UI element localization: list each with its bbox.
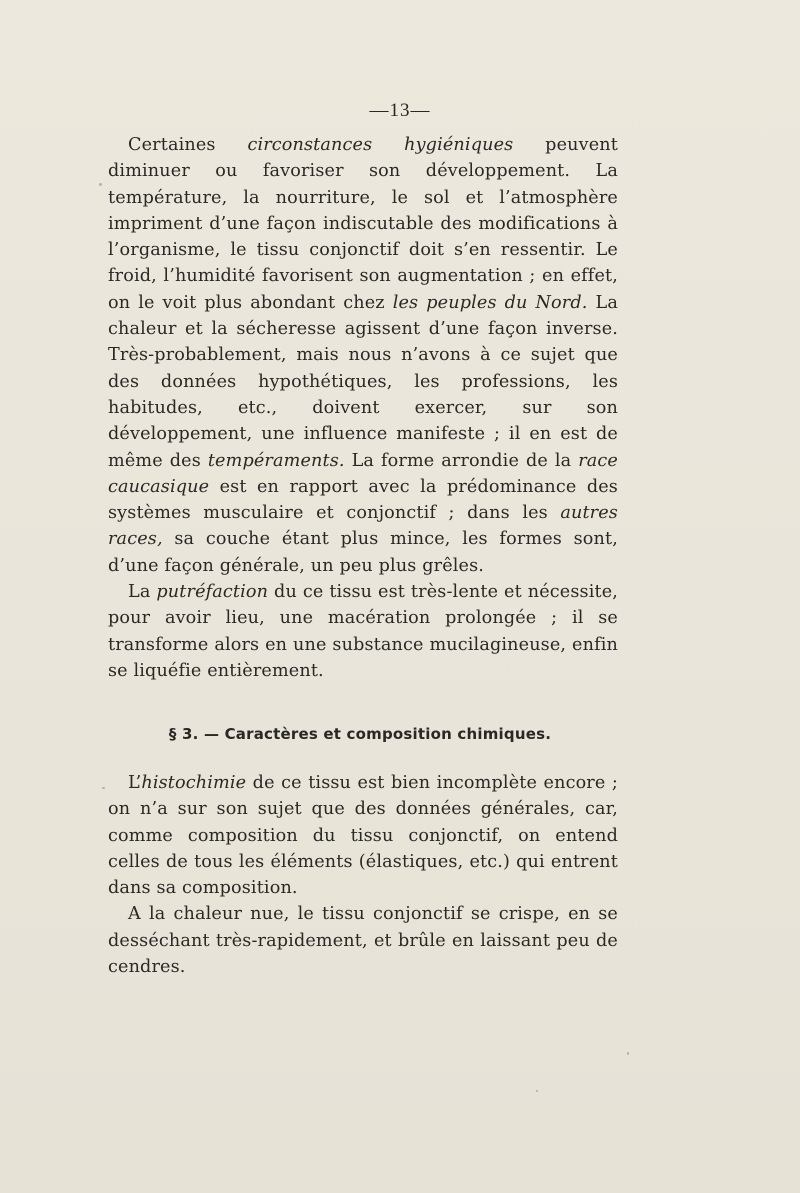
paragraph-putrefaction — [108, 579, 618, 684]
italic-text-run: putréfaction — [156, 582, 269, 603]
text-run: La forme arrondie de la — [344, 450, 579, 471]
page-number: —13— — [369, 100, 431, 121]
italic-text-run: circonstances hygiéniques — [247, 135, 514, 155]
section-heading: § 3. — Caractères et composition chimiques. — [168, 725, 552, 743]
paragraph-hygiene — [108, 132, 618, 579]
italic-text-run: les peuples du Nord. — [392, 292, 588, 313]
text-run: est en rapport avec la prédominance des systèmes musculaire et conjonctif ; dans les — [108, 476, 618, 524]
paper-speck — [102, 787, 105, 789]
paragraph-histochimie — [108, 770, 618, 901]
body-text-bottom — [108, 770, 618, 980]
text-run: La chaleur et la sécheresse agissent d’une façon inverse. Très-probablement, mais nous n’avons à ce sujet que des données hypothétiques, les professions, les habitudes, etc., doivent exercer, sur son développement, une influence manifeste ; il en est de même des — [108, 292, 618, 471]
paper-speck — [99, 183, 102, 186]
text-run: de ce tissu est bien incomplète encore ; on n’a sur son sujet que des données générales, car, comme composition du tissu conjonctif, on entend celles de tous les éléments (élastiques, etc.) qui entrent dans sa composition. — [108, 773, 618, 899]
text-run: du ce tissu est très-lente et nécessite, pour avoir lieu, une macération prolongée ; il se transforme alors en une substance mucilagineuse, enfin se liquéfie entièrement. — [108, 582, 618, 681]
body-text-top — [108, 132, 618, 684]
text-run: peuvent diminuer ou favoriser son développement. La température, la nourriture, le sol et l’atmosphère impriment d’une façon indiscutable des modifications à l’organisme, le tissu conjonctif doit s’en ressentir. Le froid, l’humidité favorisent son augmentation ; en effet, on le voit plus abondant chez — [108, 135, 618, 313]
italic-text-run: tempéraments. — [207, 450, 345, 471]
italic-text-run: race caucasique — [108, 450, 618, 497]
text-run: L’ — [128, 773, 142, 793]
text-run: A la chaleur nue, le tissu conjonctif se crispe, en se desséchant très-rapidement, et brûle en laissant peu de cendres. — [108, 904, 618, 978]
text-run: sa couche étant plus mince, les formes sont, d’une façon générale, un peu plus grêles. — [108, 529, 618, 576]
text-run: Certaines — [128, 135, 248, 155]
paragraph-chaleur — [108, 901, 618, 980]
italic-text-run: autres races, — [108, 503, 618, 550]
italic-text-run: histochimie — [141, 773, 247, 793]
paper-speck — [627, 1052, 629, 1055]
text-run: La — [128, 582, 157, 603]
paper-speck — [536, 1090, 538, 1092]
